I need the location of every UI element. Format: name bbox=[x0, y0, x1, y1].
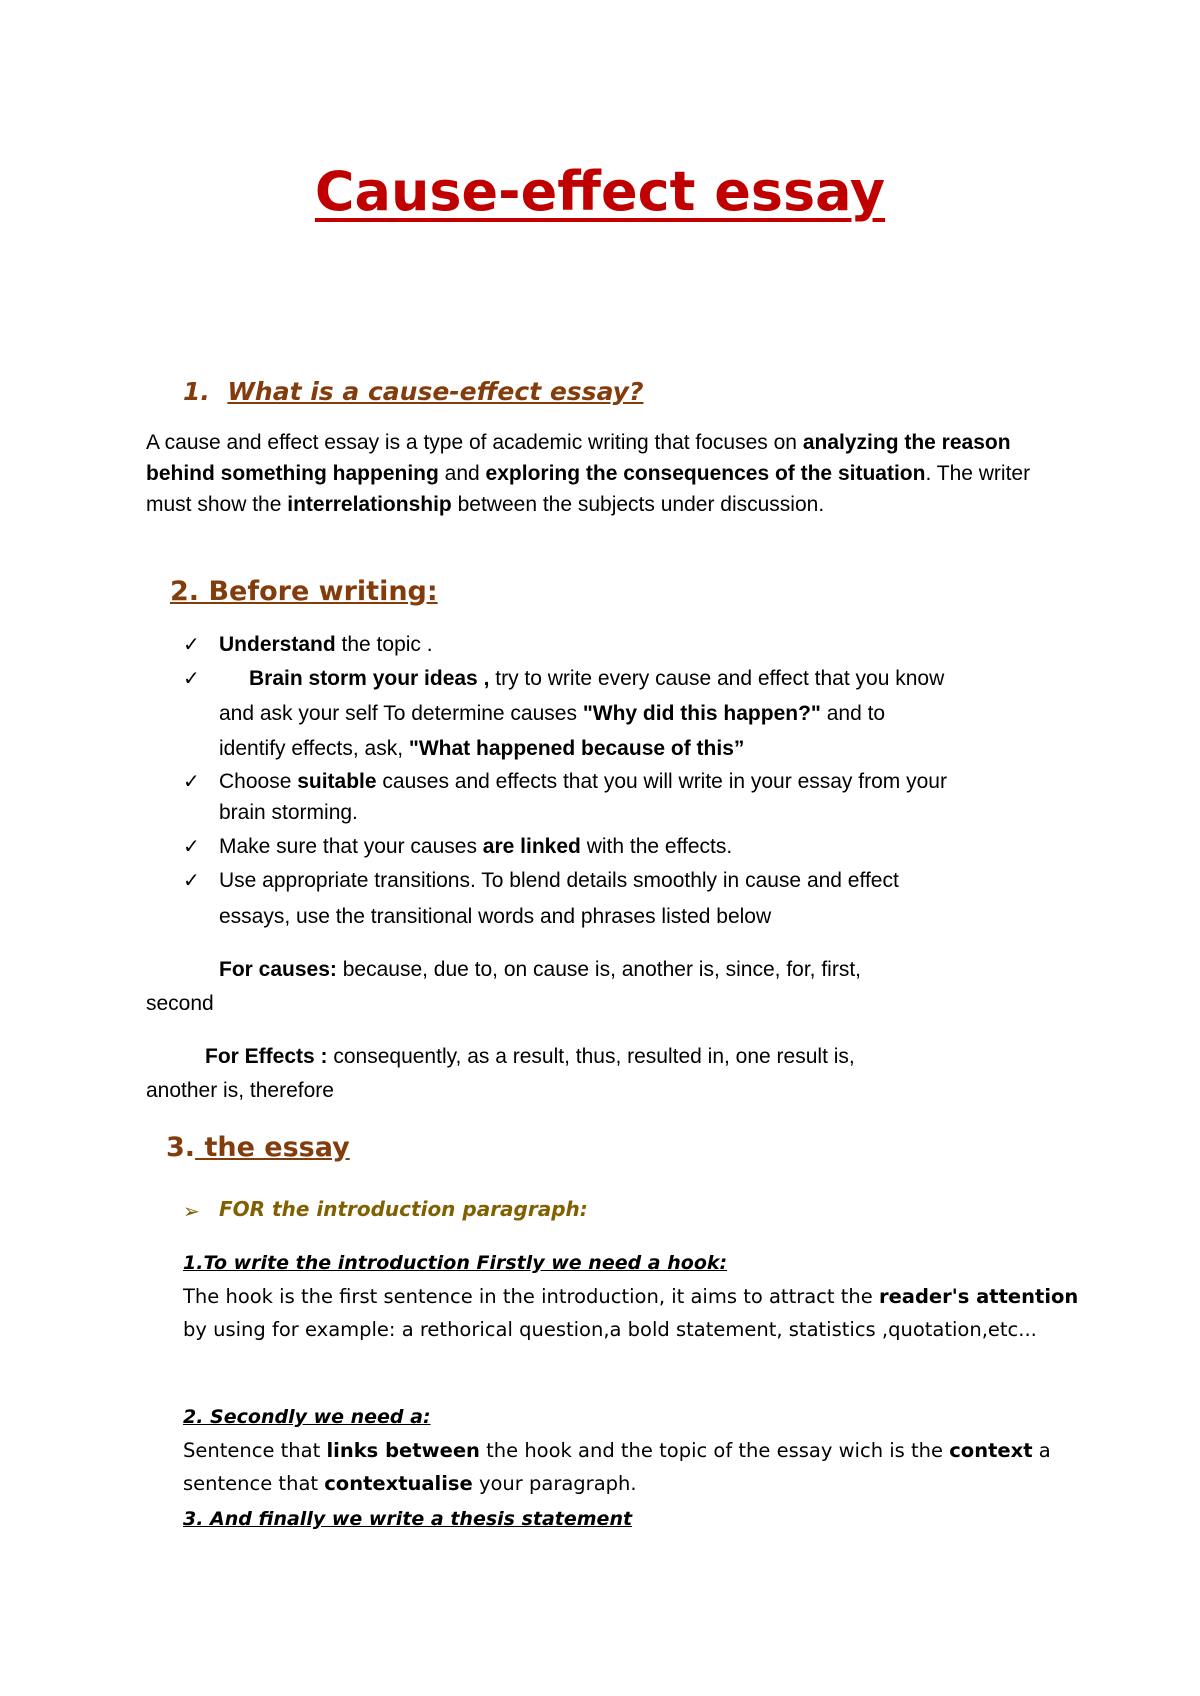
bold-run: interrelationship bbox=[287, 493, 452, 516]
text-run: try to write every cause and effect that you know bbox=[489, 667, 945, 690]
text-run: Choose bbox=[219, 770, 298, 793]
list-item-make-sure bbox=[219, 830, 732, 863]
check-icon: ✓ bbox=[183, 769, 200, 793]
step-1-heading: 1.To write the introduction Firstly we need a hook: bbox=[183, 1252, 728, 1274]
section-3-title: the essay bbox=[195, 1132, 350, 1163]
text-run: The hook is the first sentence in the introduction, it aims to attract the bbox=[183, 1285, 879, 1308]
document-title: Cause-effect essay bbox=[314, 160, 886, 223]
section-3-heading bbox=[166, 1132, 350, 1163]
for-causes-label: For causes: bbox=[219, 958, 337, 981]
for-causes-line-1 bbox=[219, 953, 861, 986]
section-1-number: 1. bbox=[183, 377, 210, 406]
step-1-paragraph bbox=[183, 1280, 1083, 1346]
intro-paragraph-subheading: FOR the introduction paragraph: bbox=[219, 1197, 588, 1221]
text-run: Make sure that your causes bbox=[219, 835, 483, 858]
for-effects-label: For Effects : bbox=[205, 1045, 328, 1068]
section-2-title: 2. Before writing: bbox=[170, 576, 438, 607]
text-run: A cause and effect essay is a type of academic writing that focuses on bbox=[146, 431, 803, 454]
text-run: the hook and the topic of the essay wich is the bbox=[479, 1439, 950, 1462]
text-run: . The writer must show the bbox=[146, 462, 1031, 516]
bold-run: links between bbox=[326, 1439, 480, 1462]
text-run: identify effects, ask, bbox=[219, 737, 409, 760]
text-run: and to bbox=[820, 702, 886, 725]
text-run: a sentence that bbox=[183, 1439, 1051, 1495]
list-item-transitions-line-2: essays, use the transitional words and phrases listed below bbox=[219, 905, 772, 928]
bold-run: Brain storm your ideas , bbox=[249, 667, 490, 690]
check-icon: ✓ bbox=[183, 868, 200, 892]
bold-run: reader's attention bbox=[878, 1285, 1079, 1308]
for-effects-line-1 bbox=[205, 1040, 855, 1073]
bold-run: are linked bbox=[482, 835, 581, 858]
text-run: consequently, as a result, thus, resulted in, one result is, bbox=[327, 1045, 855, 1068]
for-causes-line-2: second bbox=[146, 992, 214, 1015]
section-1-paragraph bbox=[146, 427, 1066, 520]
bold-run: "What happened because of this” bbox=[408, 737, 745, 760]
check-icon: ✓ bbox=[183, 834, 200, 858]
bold-run: exploring the consequences of the situation bbox=[485, 462, 926, 485]
section-2-heading bbox=[170, 576, 438, 607]
list-item-brainstorm-line-1 bbox=[249, 662, 944, 695]
list-item-brainstorm-line-2 bbox=[219, 697, 885, 730]
list-item-understand bbox=[219, 628, 433, 661]
bold-run: analyzing the reason behind something happening bbox=[146, 431, 1011, 485]
bold-run: context bbox=[949, 1439, 1033, 1462]
text-run: causes and effects that you will write in your essay from your bbox=[376, 770, 947, 793]
section-3-number: 3. bbox=[166, 1132, 196, 1163]
list-item-brainstorm-line-3 bbox=[219, 732, 744, 765]
step-2-paragraph bbox=[183, 1434, 1083, 1500]
section-1-heading bbox=[183, 377, 643, 406]
text-run: and bbox=[438, 462, 486, 485]
arrow-bullet-icon: ➢ bbox=[183, 1199, 200, 1223]
bold-run: "Why did this happen?" bbox=[582, 702, 821, 725]
list-item-choose-line-2: brain storming. bbox=[219, 801, 358, 824]
check-icon: ✓ bbox=[183, 632, 200, 656]
text-run: your paragraph. bbox=[472, 1472, 637, 1495]
section-1-title: What is a cause-effect essay? bbox=[227, 377, 644, 406]
bold-run: Understand bbox=[219, 633, 336, 656]
step-3-heading: 3. And finally we write a thesis statement bbox=[183, 1508, 633, 1530]
text-run: Sentence that bbox=[183, 1439, 327, 1462]
text-run: by using for example: a rethorical question,a bold statement, statistics ,quotation,etc... bbox=[183, 1318, 1037, 1341]
step-2-heading: 2. Secondly we need a: bbox=[183, 1406, 431, 1428]
text-run: with the effects. bbox=[580, 835, 733, 858]
bold-run: suitable bbox=[297, 770, 377, 793]
text-run: and ask your self To determine causes bbox=[219, 702, 583, 725]
list-item-transitions-line-1: Use appropriate transitions. To blend details smoothly in cause and effect bbox=[219, 869, 899, 892]
check-icon: ✓ bbox=[183, 666, 200, 690]
bold-run: contextualise bbox=[324, 1472, 473, 1495]
list-item-choose-line-1 bbox=[219, 765, 947, 798]
for-effects-line-2: another is, therefore bbox=[146, 1079, 334, 1102]
text-run: the topic . bbox=[335, 633, 433, 656]
text-run: between the subjects under discussion. bbox=[451, 493, 825, 516]
text-run: because, due to, on cause is, another is, since, for, first, bbox=[336, 958, 862, 981]
